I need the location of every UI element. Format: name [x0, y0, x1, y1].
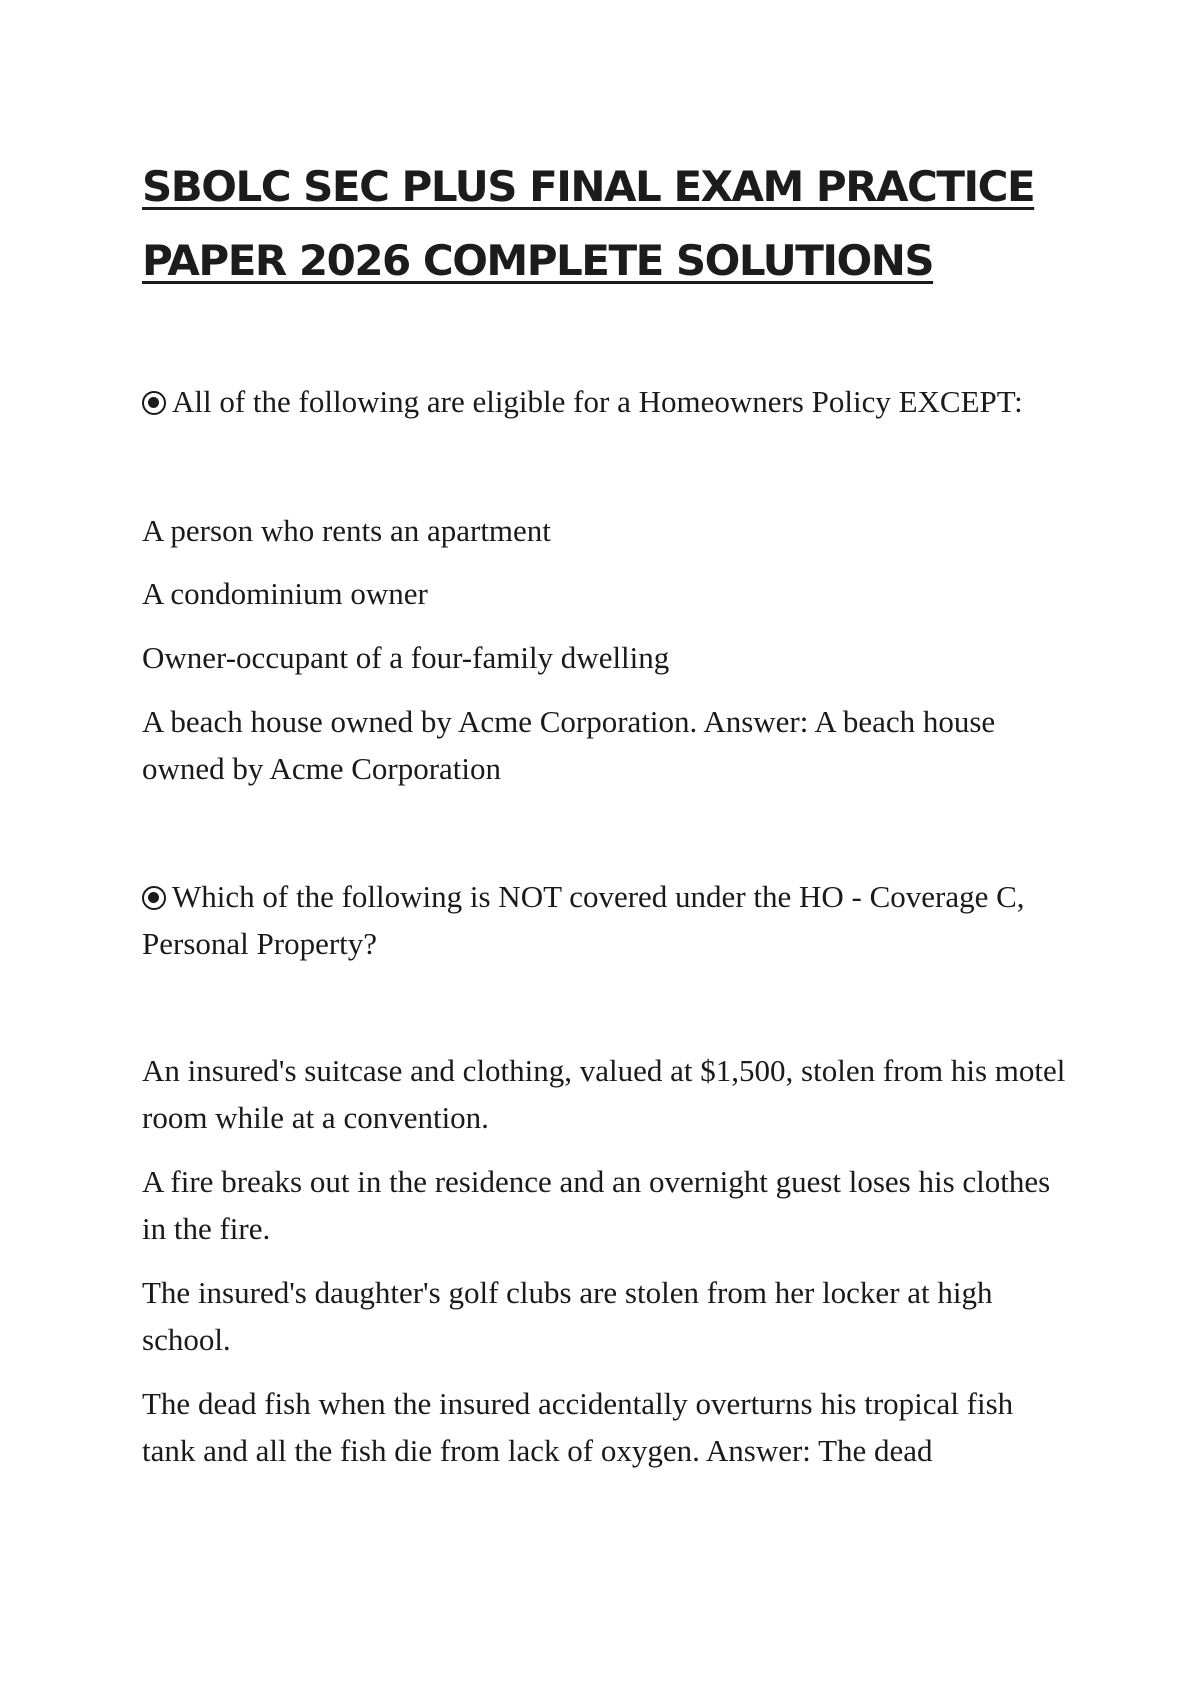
question-2-prompt — [142, 873, 1072, 967]
title-line-1: SBOLC SEC PLUS FINAL EXAM PRACTICE — [142, 162, 1035, 211]
radio-bullet-icon — [142, 391, 166, 415]
title-line-2: PAPER 2026 COMPLETE SOLUTIONS — [142, 236, 934, 285]
question-1-option-4: A beach house owned by Acme Corporation. Answer: A beach house owned by Acme Corporation — [142, 704, 996, 786]
question-1-option-2: A condominium owner — [142, 576, 428, 611]
document-title — [142, 150, 1082, 298]
question-2-option-4: The dead fish when the insured accidentally overturns his tropical fish tank and all the fish die from lack of oxygen. Answer: The dead — [142, 1386, 1014, 1468]
question-1-text: All of the following are eligible for a Homeowners Policy EXCEPT: — [172, 384, 1023, 419]
radio-bullet-icon — [142, 886, 166, 910]
question-2-option-2: A fire breaks out in the residence and an overnight guest loses his clothes in the fire. — [142, 1164, 1051, 1246]
question-2-option-3: The insured's daughter's golf clubs are stolen from her locker at high school. — [142, 1275, 993, 1357]
question-2-text: Which of the following is NOT covered under the HO - Coverage C, Personal Property? — [142, 879, 1025, 961]
question-1-option-3: Owner-occupant of a four-family dwelling — [142, 640, 670, 675]
question-1-option-1: A person who rents an apartment — [142, 513, 551, 548]
question-1-prompt — [142, 378, 1072, 425]
question-2-option-1: An insured's suitcase and clothing, valued at $1,500, stolen from his motel room while at a convention. — [142, 1053, 1066, 1135]
